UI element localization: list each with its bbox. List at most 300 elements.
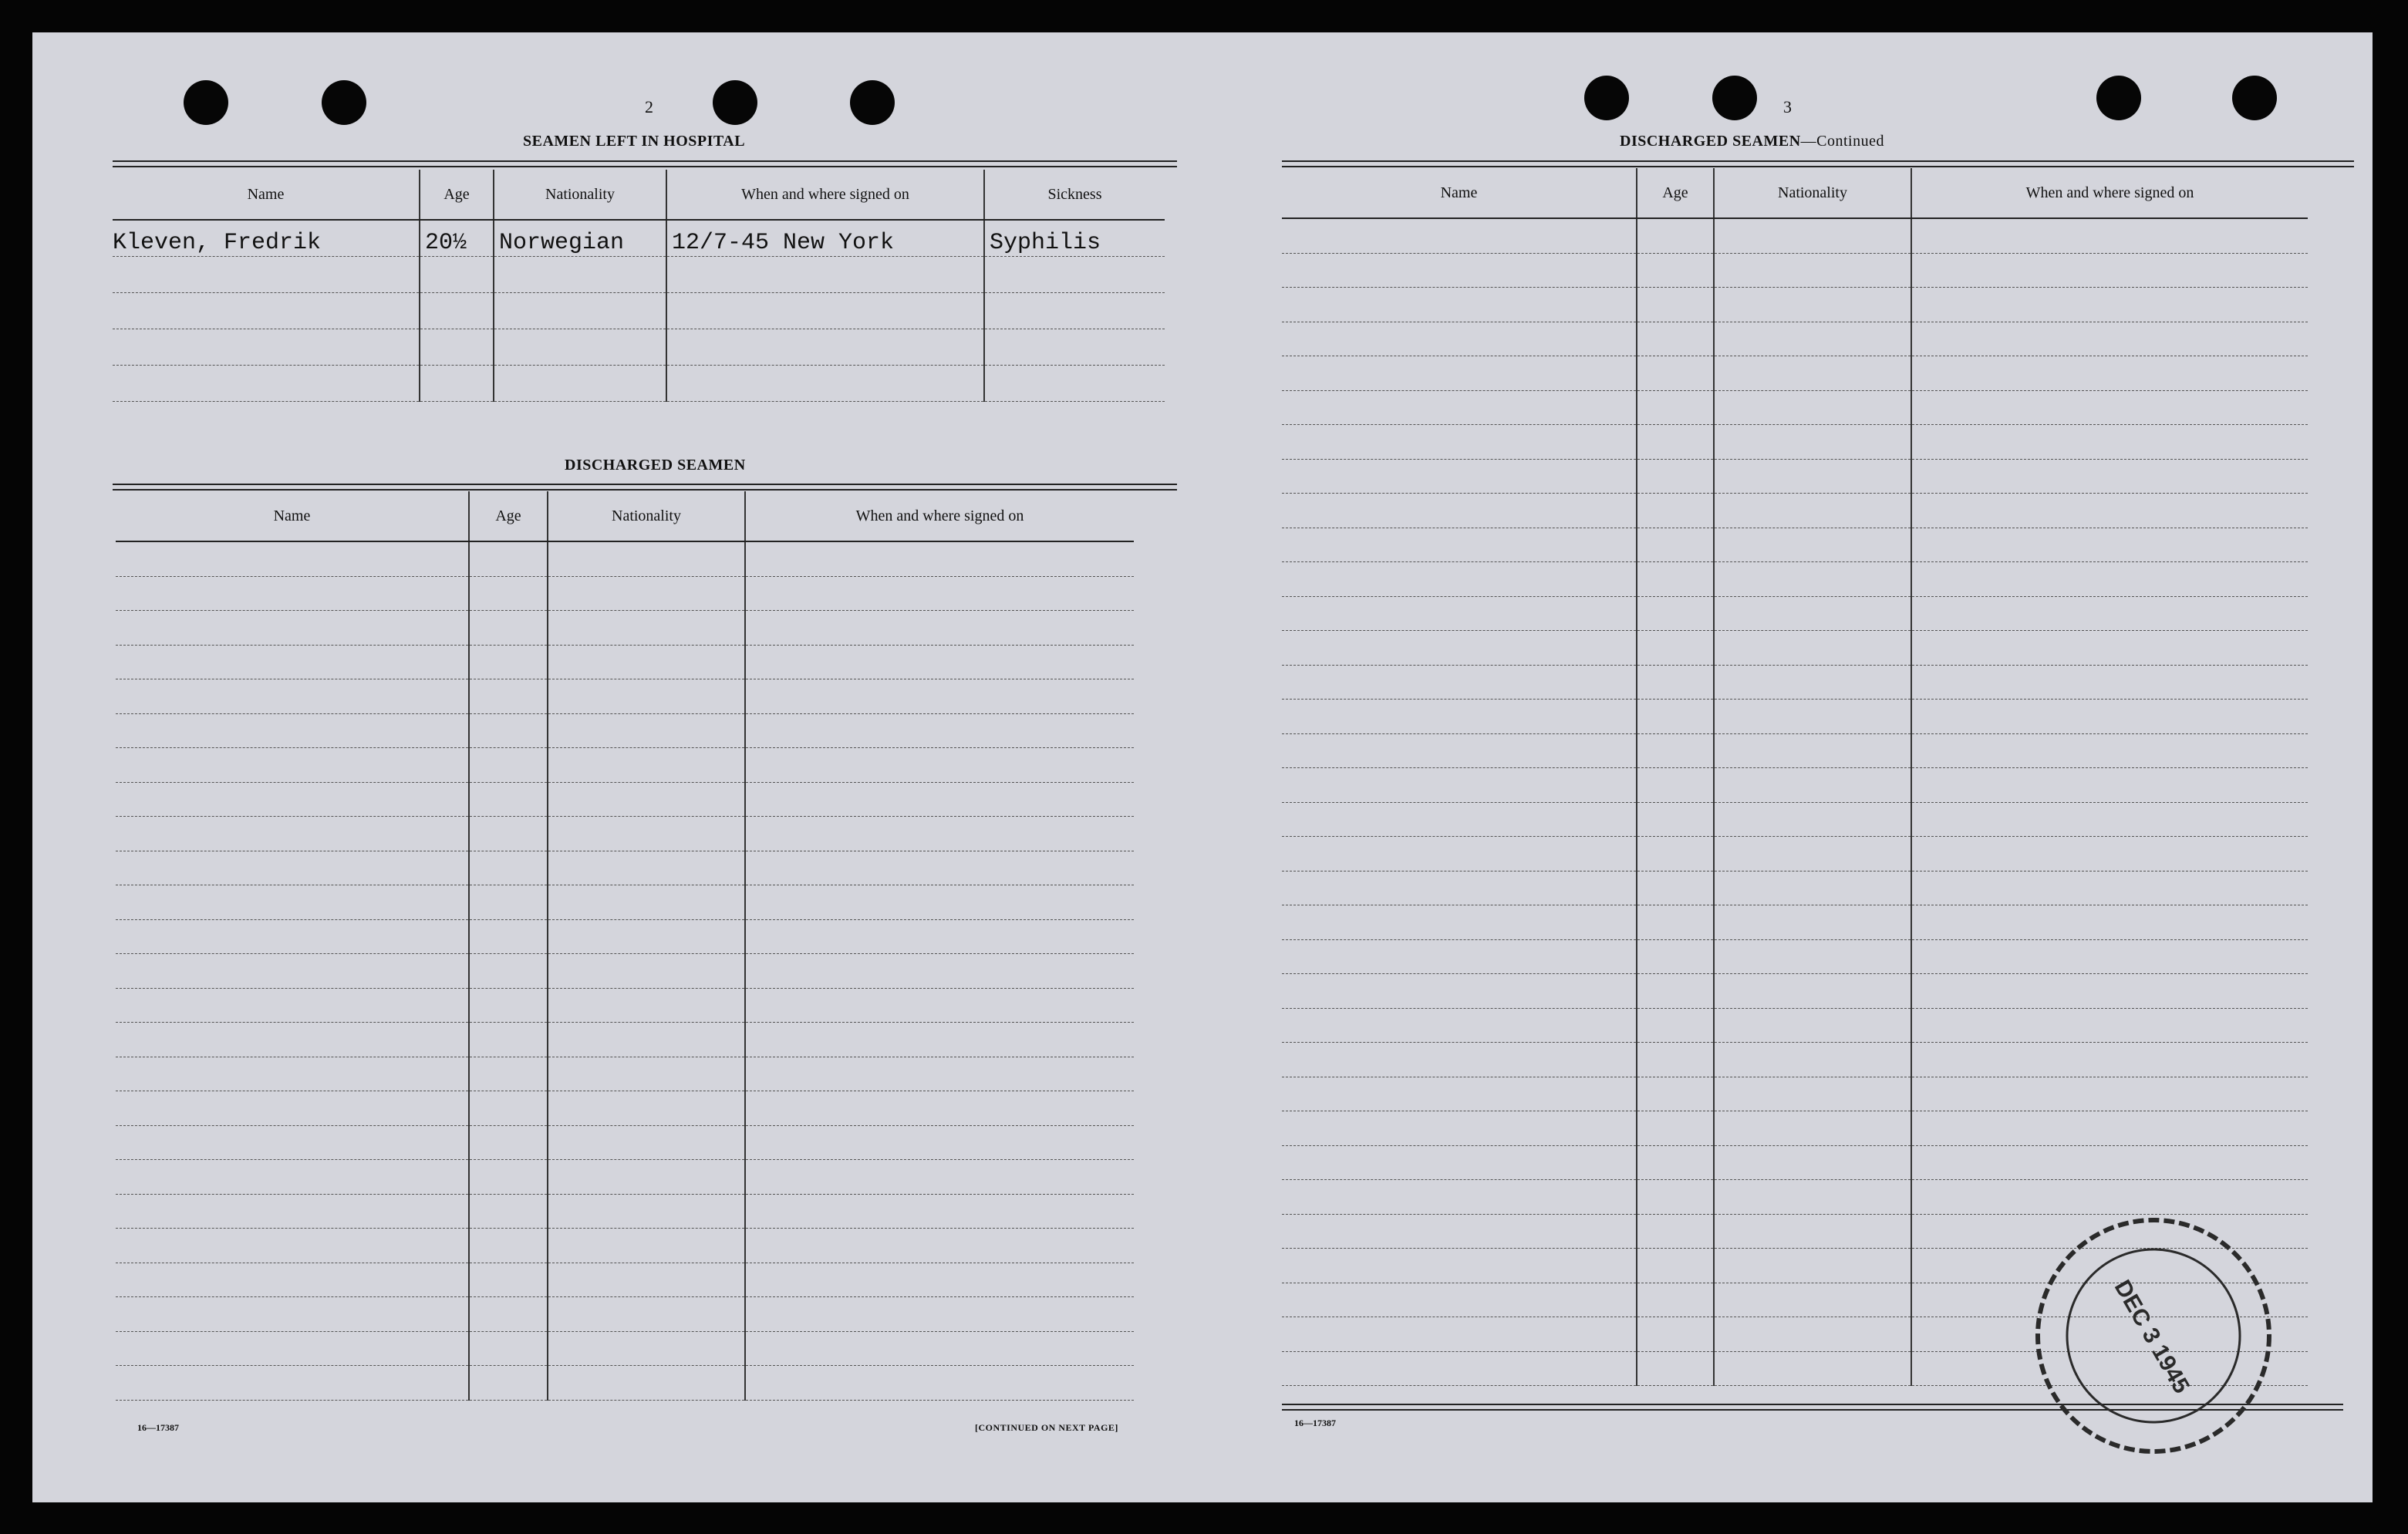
table-cell [666,329,984,366]
table-cell [745,988,1134,1023]
table-cell [1637,356,1714,391]
table-cell [1637,528,1714,562]
table-cell [469,954,548,989]
table-row [116,1160,1134,1195]
table-row [116,1366,1134,1401]
table-cell [745,1229,1134,1263]
table-cell [745,1023,1134,1057]
table-row [1282,218,2308,253]
table-cell [1282,871,1637,905]
table-cell [1714,1180,1911,1215]
table-row [116,919,1134,954]
table-row [116,851,1134,885]
table-cell [469,576,548,611]
table-cell [548,1160,745,1195]
table-cell [548,679,745,714]
table-cell [1637,700,1714,734]
hospital-section-title: SEAMEN LEFT IN HOSPITAL [523,133,746,150]
discharged-table-right [1282,168,2308,1386]
table-row [116,1229,1134,1263]
table-cell [1637,802,1714,837]
table-row [1282,1077,2308,1111]
table-cell [1714,1043,1911,1077]
section-title-suffix: —Continued [1800,133,1884,150]
table-cell [116,817,469,851]
column-header: Nationality [494,170,666,220]
table-cell [745,576,1134,611]
column-header: Name [1282,168,1637,218]
table-row [1282,665,2308,700]
table-cell [116,919,469,954]
table-cell [548,1125,745,1160]
table-row [116,1057,1134,1091]
table-cell [469,988,548,1023]
table-cell [469,1194,548,1229]
table-cell [1282,1317,1637,1352]
table-cell [1637,322,1714,356]
table-cell [745,817,1134,851]
table-cell [420,329,494,366]
table-cell [1714,562,1911,597]
table-cell [1911,1043,2308,1077]
table-cell [469,713,548,748]
column-header: Name [116,491,469,541]
table-cell [116,748,469,783]
table-row [1282,768,2308,803]
table-cell [548,541,745,576]
table-cell [420,366,494,402]
table-row [1282,459,2308,494]
table-cell [1714,1008,1911,1043]
table-cell [1714,905,1911,940]
table-cell [1637,425,1714,460]
column-header: When and where signed on [1911,168,2308,218]
table-row [116,1297,1134,1332]
table-cell [548,919,745,954]
table-cell [1714,1077,1911,1111]
table-cell [1637,390,1714,425]
table-cell [1282,1283,1637,1317]
table-cell [113,257,420,293]
table-row [1282,733,2308,768]
table-cell [116,679,469,714]
table-cell [1714,871,1911,905]
table-cell [1911,253,2308,288]
table-cell [1282,218,1637,253]
table-row [1282,253,2308,288]
table-cell [745,1331,1134,1366]
table-cell [548,1263,745,1297]
table-cell [666,366,984,402]
table-cell [548,1194,745,1229]
table-cell [1911,974,2308,1009]
table-cell [469,1125,548,1160]
section-title [1620,133,1884,150]
table-cell [469,851,548,885]
table-cell [984,329,1165,366]
table-row [1282,1145,2308,1180]
table-row [1282,837,2308,872]
table-cell [1282,974,1637,1009]
table-row [116,885,1134,920]
table-cell [548,817,745,851]
table-cell [745,954,1134,989]
table-cell [1714,494,1911,528]
table-cell [1911,665,2308,700]
table-cell: Kleven, Fredrik [113,220,420,257]
column-header: Sickness [984,170,1165,220]
table-row [116,611,1134,646]
table-cell [1714,802,1911,837]
table-cell [1282,390,1637,425]
table-cell [116,541,469,576]
double-rule [113,160,1177,167]
table-cell [1714,322,1911,356]
table-cell [548,611,745,646]
table-cell [1282,768,1637,803]
table-row [1282,871,2308,905]
table-cell [1714,1283,1911,1317]
table-cell [469,1297,548,1332]
table-row [116,748,1134,783]
table-cell [1714,665,1911,700]
table-cell [1911,322,2308,356]
table-cell [469,885,548,920]
table-cell [1911,562,2308,597]
table-cell [1637,1317,1714,1352]
table-cell [1714,596,1911,631]
table-cell [1282,1351,1637,1386]
table-cell [1637,665,1714,700]
table-row [1282,562,2308,597]
table-cell [1637,562,1714,597]
table-cell [548,645,745,679]
table-cell [548,576,745,611]
table-cell [1911,768,2308,803]
table-cell [1714,425,1911,460]
table-cell [116,713,469,748]
table-cell [469,1366,548,1401]
table-cell [1282,1008,1637,1043]
table-cell [1282,1145,1637,1180]
table-cell [666,257,984,293]
table-cell [116,1057,469,1091]
table-cell [469,919,548,954]
table-cell [1714,253,1911,288]
table-cell [1714,974,1911,1009]
table-cell [1637,905,1714,940]
table-cell [1637,1351,1714,1386]
discharged-table-left [116,491,1134,1401]
table-cell [984,366,1165,402]
table-cell [116,1263,469,1297]
table-cell [1637,631,1714,666]
table-cell [1911,871,2308,905]
table-cell [548,1091,745,1126]
table-cell [1282,562,1637,597]
table-cell [1637,1249,1714,1283]
table-cell [745,1297,1134,1332]
table-cell [1714,1145,1911,1180]
table-cell [1714,631,1911,666]
table-cell [116,1366,469,1401]
table-cell [1637,1145,1714,1180]
table-cell [1282,802,1637,837]
table-cell [1282,1214,1637,1249]
column-header: Age [420,170,494,220]
table-cell [745,679,1134,714]
table-cell [745,1160,1134,1195]
table-cell [1714,1351,1911,1386]
table-cell [494,329,666,366]
table-cell [1637,1180,1714,1215]
table-cell [1714,700,1911,734]
table-cell [548,885,745,920]
table-cell: 20½ [420,220,494,257]
table-row [113,257,1165,293]
table-cell [469,1091,548,1126]
table-cell [116,1331,469,1366]
table-cell [1637,218,1714,253]
table-cell [1282,596,1637,631]
table-cell [1282,631,1637,666]
continued-note: [CONTINUED ON NEXT PAGE] [975,1422,1118,1433]
table-row [116,541,1134,576]
table-cell [1911,905,2308,940]
table-row [1282,1043,2308,1077]
table-cell [1911,1008,2308,1043]
double-rule [1282,160,2354,167]
table-row [1282,802,2308,837]
table-cell [1714,218,1911,253]
table-row [116,817,1134,851]
table-row [1282,596,2308,631]
page-number: 3 [1783,97,1792,116]
table-cell [1282,528,1637,562]
table-cell [1714,1249,1911,1283]
table-cell [1282,459,1637,494]
table-cell [116,1194,469,1229]
table-cell [1714,733,1911,768]
table-row [1282,1008,2308,1043]
table-row [116,954,1134,989]
table-cell [1637,768,1714,803]
table-cell [1911,596,2308,631]
table-row [116,1091,1134,1126]
table-row [1282,631,2308,666]
column-header: Nationality [1714,168,1911,218]
table-cell [1282,425,1637,460]
table-cell [1911,939,2308,974]
table-cell [116,885,469,920]
table-cell [1282,356,1637,391]
table-cell [469,748,548,783]
table-row [116,679,1134,714]
table-cell [1911,390,2308,425]
table-cell [745,645,1134,679]
table-cell [1282,253,1637,288]
table-cell [1911,700,2308,734]
table-cell [548,713,745,748]
table-row [1282,905,2308,940]
table-cell [1714,288,1911,322]
table-cell [116,851,469,885]
table-row [116,782,1134,817]
table-row [113,329,1165,366]
table-cell [1911,459,2308,494]
ledger-sheet [32,32,2373,1502]
table-cell [1282,1180,1637,1215]
table-cell [1637,288,1714,322]
table-cell [469,1331,548,1366]
table-cell [113,366,420,402]
table-cell [116,1091,469,1126]
table-cell [745,1057,1134,1091]
table-cell [1282,322,1637,356]
table-row [1282,425,2308,460]
table-cell [745,748,1134,783]
stamp-date: DEC 3 1945 [2109,1276,2194,1398]
table-cell [469,1160,548,1195]
table-cell [116,1125,469,1160]
table-cell [469,1229,548,1263]
table-cell [1282,1077,1637,1111]
table-cell [1911,733,2308,768]
table-cell [116,1023,469,1057]
table-cell [469,782,548,817]
table-cell [116,782,469,817]
table-row [113,293,1165,329]
table-cell [1637,1214,1714,1249]
table-cell [1637,1111,1714,1146]
form-number: 16—17387 [137,1422,179,1433]
table-cell [1637,1077,1714,1111]
table-row [116,713,1134,748]
table-row [116,1194,1134,1229]
table-cell [1282,905,1637,940]
table-cell [1911,494,2308,528]
table-cell [745,851,1134,885]
table-cell [984,293,1165,329]
table-cell [1714,768,1911,803]
column-header: Name [113,170,420,220]
table-cell [1714,356,1911,391]
left-page [113,32,1177,1502]
table-cell [666,293,984,329]
table-cell [420,257,494,293]
table-cell [1911,802,2308,837]
table-cell [469,1023,548,1057]
table-cell [984,257,1165,293]
table-cell [548,748,745,783]
table-row [116,576,1134,611]
table-row [1282,528,2308,562]
table-cell [1714,459,1911,494]
table-cell [116,1229,469,1263]
hospital-table [113,170,1165,402]
table-cell [548,1366,745,1401]
table-cell [469,611,548,646]
table-cell [1911,356,2308,391]
table-cell [1282,1249,1637,1283]
table-row [116,1125,1134,1160]
table-cell [1637,253,1714,288]
table-cell [1714,528,1911,562]
table-cell [548,1331,745,1366]
table-cell [1637,494,1714,528]
table-cell [1637,733,1714,768]
postmark-stamp [2022,1205,2285,1467]
table-cell [116,1160,469,1195]
table-cell [469,1263,548,1297]
table-row [116,1023,1134,1057]
table-cell [113,329,420,366]
table-cell [548,988,745,1023]
table-cell [1282,939,1637,974]
table-cell [548,954,745,989]
table-row [1282,390,2308,425]
table-cell [1714,1111,1911,1146]
table-cell [469,1057,548,1091]
table-row [1282,939,2308,974]
table-row [1282,322,2308,356]
table-cell [1637,459,1714,494]
table-cell [1911,1111,2308,1146]
table-cell [1714,390,1911,425]
table-cell [1714,1317,1911,1352]
table-cell [1911,1077,2308,1111]
table-cell [1637,974,1714,1009]
table-row [113,366,1165,402]
table-cell [1911,631,2308,666]
table-cell [745,885,1134,920]
table-cell [116,1297,469,1332]
table-cell [1714,939,1911,974]
table-row [113,220,1165,257]
table-row [1282,700,2308,734]
table-cell [745,1091,1134,1126]
table-cell [1637,596,1714,631]
table-cell [1911,528,2308,562]
table-cell [1282,288,1637,322]
table-cell [116,645,469,679]
table-cell [1911,288,2308,322]
table-cell [1637,1008,1714,1043]
table-cell: Syphilis [984,220,1165,257]
table-cell [1637,871,1714,905]
table-cell [1282,733,1637,768]
table-cell [494,366,666,402]
column-header: When and where signed on [666,170,984,220]
column-header: When and where signed on [745,491,1134,541]
table-cell [116,954,469,989]
table-cell [420,293,494,329]
table-cell [745,1263,1134,1297]
table-cell: Norwegian [494,220,666,257]
table-cell [548,1229,745,1263]
table-cell [1911,425,2308,460]
table-cell: 12/7-45 New York [666,220,984,257]
table-cell [116,576,469,611]
table-cell [1714,1214,1911,1249]
table-cell [469,679,548,714]
table-cell [1637,939,1714,974]
section-title-main: DISCHARGED SEAMEN [1620,133,1801,150]
table-cell [1282,494,1637,528]
table-cell [1637,1283,1714,1317]
table-row [116,1331,1134,1366]
table-cell [494,293,666,329]
